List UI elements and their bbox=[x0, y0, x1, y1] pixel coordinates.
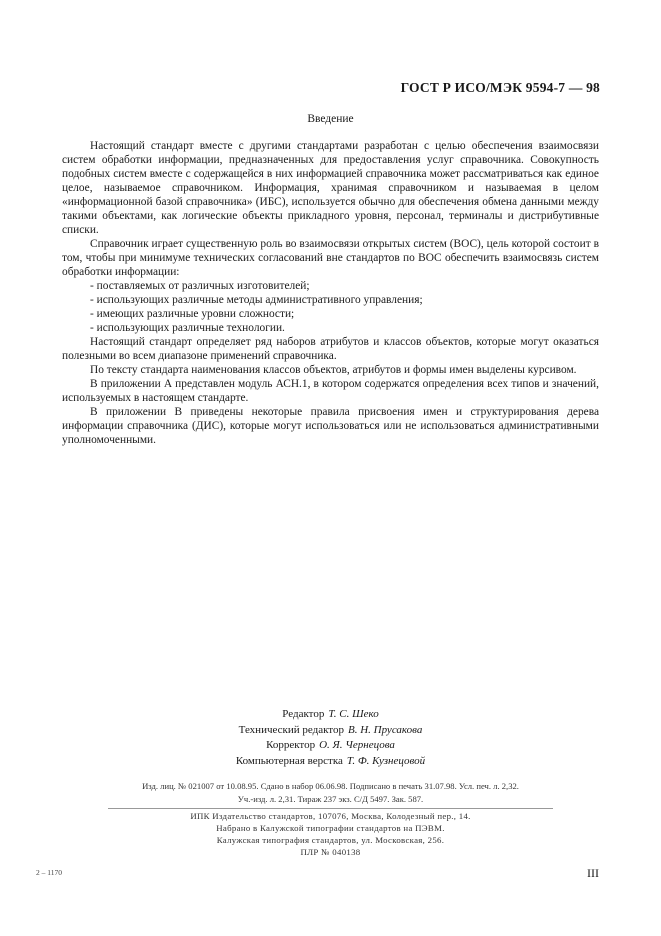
credits-block bbox=[0, 707, 661, 769]
requirements-list bbox=[62, 279, 599, 335]
printer-line: ПЛР № 040138 bbox=[300, 847, 361, 857]
credit-proofreader bbox=[0, 738, 661, 754]
paragraph: По тексту стандарта наименования классов объектов, атрибутов и формы имен выделены курсивом. bbox=[90, 364, 577, 376]
credit-role: Редактор bbox=[282, 708, 325, 720]
imprint-line: Изд. лиц. № 021007 от 10.08.95. Сдано в набор 06.06.98. Подписано в печать 31.07.98. Усл. печ. л. 2,32. bbox=[142, 781, 519, 791]
paragraph: В приложении А представлен модуль АСН.1, в котором содержатся определения всех типов и значений, используемых в настоящем стандарте. bbox=[62, 378, 599, 404]
credit-name: Т. С. Шеко bbox=[328, 708, 379, 720]
credit-layout bbox=[0, 754, 661, 770]
credit-name: О. Я. Чернецова bbox=[319, 739, 395, 751]
credit-editor bbox=[0, 707, 661, 723]
credit-role: Корректор bbox=[266, 739, 316, 751]
order-code: 2 – 1170 bbox=[36, 868, 62, 877]
paragraph: Настоящий стандарт вместе с другими стандартами разработан с целью обеспечения взаимосвязи систем обработки информации, предназначенных для предоставления услуг справочника. Совокупность подобных систем вместе с содержащейся в них информацией справочника может рассматриваться как единое целое, называемое справочником. Информация, хранимая справочником и называемая в целом «информационной базой справочника» (ИБС), используется обычно для обеспечения обмена данными между такими объектами, как логические объекты прикладного уровня, персонал, терминалы и дистрибутивные списки. bbox=[62, 140, 599, 236]
imprint-line: Уч.-изд. л. 2,31. Тираж 237 экз. С/Д 5497. Зак. 587. bbox=[237, 794, 424, 804]
printer-line: Набрано в Калужской типографии стандартов на ПЭВМ. bbox=[216, 823, 445, 833]
divider bbox=[108, 808, 553, 809]
imprint-block bbox=[0, 780, 661, 806]
credit-role: Технический редактор bbox=[238, 723, 344, 736]
list-item: - использующих различные методы административного управления; bbox=[90, 294, 423, 306]
document-body bbox=[62, 139, 599, 447]
page-number: III bbox=[587, 866, 599, 880]
document-code-header: ГОСТ Р ИСО/МЭК 9594-7 — 98 bbox=[400, 80, 600, 95]
list-item: - поставляемых от различных изготовителей; bbox=[90, 280, 310, 292]
credit-name: Т. Ф. Кузнецовой bbox=[346, 754, 426, 767]
paragraph: Справочник играет существенную роль во взаимосвязи открытых систем (ВОС), цель которой состоит в том, чтобы при минимуме технических согласований вне стандартов по ВОС обеспечить взаимосвязь систем обработки информации: bbox=[62, 238, 599, 278]
printer-line: Калужская типография стандартов, ул. Московская, 256. bbox=[216, 835, 445, 845]
paragraph: В приложении В приведены некоторые правила присвоения имен и структурирования дерева информации справочника (ДИС), которые могут использоваться или не использоваться административными уполномоченными. bbox=[62, 406, 599, 446]
credit-role: Компьютерная верстка bbox=[235, 754, 343, 767]
printer-line: ИПК Издательство стандартов, 107076, Москва, Колодезный пер., 14. bbox=[190, 811, 471, 821]
section-title: Введение bbox=[307, 113, 354, 125]
credit-tech-editor bbox=[0, 723, 661, 739]
list-item: - использующих различные технологии. bbox=[90, 322, 285, 334]
credit-name: В. Н. Прусакова bbox=[347, 723, 423, 736]
list-item: - имеющих различные уровни сложности; bbox=[90, 308, 295, 320]
printer-block bbox=[0, 810, 661, 858]
paragraph: Настоящий стандарт определяет ряд наборов атрибутов и классов объектов, которые могут оказаться полезными во всем диапазоне применений справочника. bbox=[62, 336, 599, 362]
